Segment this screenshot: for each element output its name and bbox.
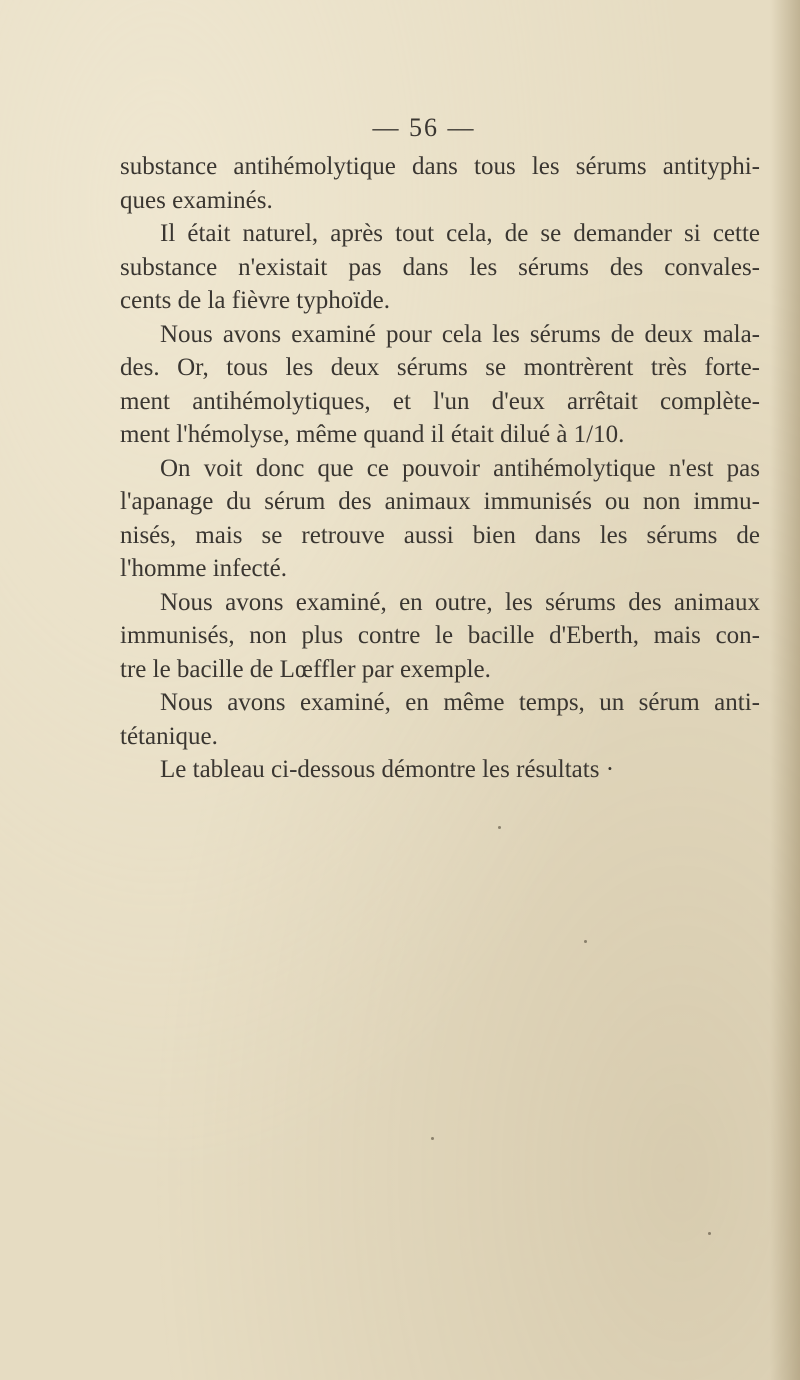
text-line: tre le bacille de Lœffler par exemple. [120, 655, 491, 683]
text-line: ment antihémolytiques, et l'un d'eux arrêtait complète- [120, 387, 760, 415]
paragraph-2 [120, 217, 760, 318]
text-line: substance n'existait pas dans les sérums des convales- [120, 253, 760, 281]
text-line: ques examinés. [120, 186, 273, 214]
page-number: — 56 — [372, 113, 476, 142]
text-line: cents de la fièvre typhoïde. [120, 287, 391, 314]
paper-speck [708, 1232, 711, 1235]
text-line: tétanique. [120, 722, 218, 750]
text-line: Nous avons examiné pour cela les sérums de deux mala- [160, 320, 760, 348]
text-line: nisés, mais se retrouve aussi bien dans les sérums de [120, 521, 760, 549]
text-line: immunisés, non plus contre le bacille d'Eberth, mais con- [120, 622, 760, 649]
paragraph-5 [120, 586, 760, 687]
paragraph-4 [120, 452, 760, 586]
paper-speck [498, 826, 501, 829]
text-line: des. Or, tous les deux sérums se montrèrent très forte- [120, 354, 760, 381]
text-line: Nous avons examiné, en même temps, un sérum anti- [160, 689, 760, 716]
text-line: l'homme infecté. [120, 555, 287, 582]
paragraph-7 [120, 753, 760, 787]
text-line: l'apanage du sérum des animaux immunisés ou non immu- [120, 488, 760, 515]
text-line: ment l'hémolyse, même quand il était dilué à 1/10. [120, 421, 625, 448]
text-line: Le tableau ci-dessous démontre les résultats · [160, 756, 615, 783]
paper-speck [431, 1137, 434, 1140]
text-line: On voit donc que ce pouvoir antihémolytique n'est pas [160, 454, 760, 482]
text-line: Nous avons examiné, en outre, les sérums des animaux [160, 588, 760, 616]
paper-speck [584, 940, 587, 943]
paragraph-6 [120, 686, 760, 753]
text-line: Il était naturel, après tout cela, de se demander si cette [160, 220, 760, 247]
text-line: substance antihémolytique dans tous les sérums antityphi- [120, 153, 760, 180]
page-edge-shadow [770, 0, 800, 1380]
paragraph-3 [120, 318, 760, 452]
paragraph-1 [120, 150, 760, 217]
body-text [120, 150, 760, 787]
